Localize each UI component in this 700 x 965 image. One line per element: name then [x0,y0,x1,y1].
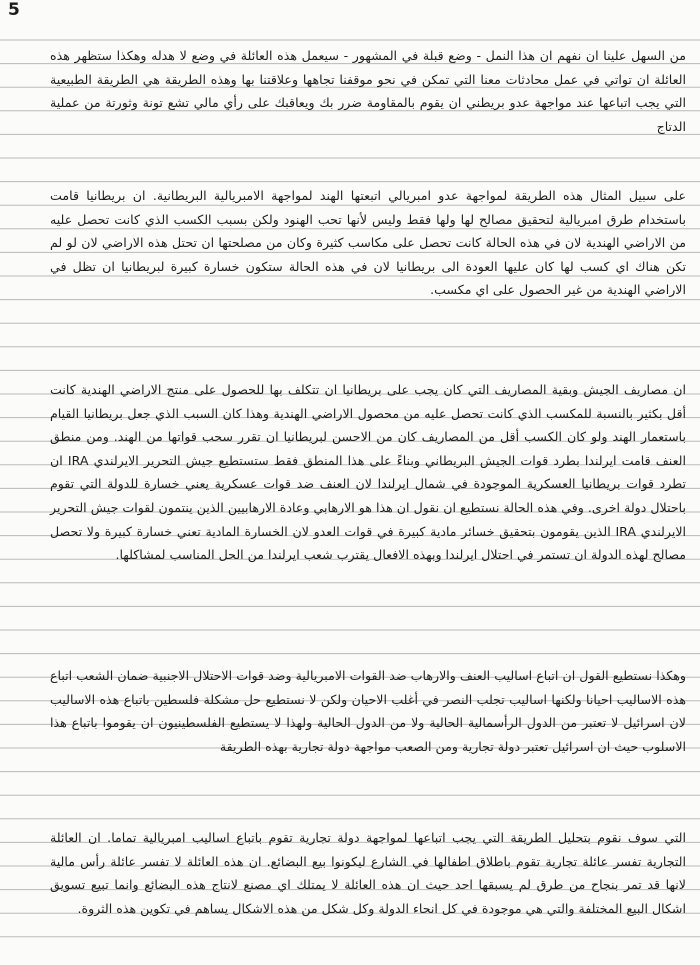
paragraph-2: على سبيل المثال هذه الطريقة لمواجهة عدو امبريالي اتبعتها الهند لمواجهة الامبريالية البريطانية. ان بريطانيا قامت باستخدام طرق امبريالية لتحقيق مصالح لها ولها فقط وليس لأنها تحب الهنود ولكن بسبب الكسب الذي كانت تحصل عليه من الاراضي الهندية لان في هذه الحالة كانت تحصل على مكاسب كثيرة وكان من مصلحتها ان تحتل هذه الاراضي لان لو لم تكن هناك اي كسب لها كان عليها العودة الى بريطانيا لان في هذه الحالة ستكون خسارة كبيرة لبريطانيا ان تظل في الاراضي الهندية من غير الحصول على اي مكسب. [50,188,686,298]
paragraph-5: التي سوف نقوم بتحليل الطريقة التي يجب اتباعها لمواجهة دولة تجارية تقوم باتباع اساليب امبريالية تماما. ان العائلة التجارية تفسر عائلة تجارية تقوم باطلاق اطفالها في الشارع ليكونوا بيع البضائع. ان هذه العائلة لا تفسر عائلة رأس مالية لانها قد تمر بنجاح من طرق لم يسبقها احد حيث ان هذه العائلة لا يمتلك اي مصنع لانتاج هذه البضائع وانما تبيع تسويق اشكال البيع المختلفة والتي هي موجودة في كل انحاء الدولة وكل شكل من هذه الاشكال يساهم في تكوين هذه الثروة. [50,830,686,916]
paragraph-4: وهكذا نستطيع القول ان اتباع اساليب العنف والارهاب ضد القوات الامبريالية وضد قوات الاحتلال الاجنبية ضمان الشعب اتباع هذه الاساليب احيانا ولكنها اساليب تجلب النصر في أغلب الاحيان ولكن لا نستطيع حل مشكلة فلسطين باتباع هذه الاساليب لان اسرائيل لا تعتبر من الدول الرأسمالية الحالية ولا من الدول الحالية ولهذا لا يستطيع الفلسطينيون ان يقوموا باتباع هذا الاسلوب حيث ان اسرائيل تعتبر دولة تجارية ومن الصعب مواجهة دولة تجارية بهذه الطريقة [50,668,686,754]
paragraph-1: من السهل علينا ان نفهم ان هذا النمل - وضع قبلة في المشهور - سيعمل هذه العائلة في وضع لا هدله وهكذا ستظهر هذه العائلة ان تواتي في عمل محادثات معنا التي تمكن في نحو موقفنا تجاهها وعلاقتنا بها وهذه الطريقة هي الطريقة الطبيعية التي يجب اتباعها عند مواجهة عدو بريطني ان يقوم بالمقاومة ضرر بك ويعاقبك على رأي مالي تشع تونة وثورتة من عملية الدتاج [50,48,686,134]
paragraph-3: ان مصاريف الجيش وبقية المصاريف التي كان يجب على بريطانيا ان تتكلف بها للحصول على منتج الاراضي الهندية كانت أقل بكثير بالنسبة للمكسب الذي كانت تحصل عليه من محصول الاراضي الهندية وهذا كان السبب الذي جعل بريطانيا القيام باستعمار الهند ولو كان الكسب أقل من المصاريف كان من الاحسن لبريطانيا ان تقرر سحب قواتها من الهند. ومن منطق العنف قامت ايرلندا بطرد قوات الجيش البريطاني وبناءً على هذا المنطق فقط ستستطيع جيش التحرير الايرلندي IRA ان تطرد قوات بريطانيا العسكرية الموجودة في شمال ايرلندا لان العنف ضد قوات عسكرية يعني خسارة للدولة التي تقوم باحتلال دولة اخرى. وفي هذه الحالة نستطيع ان نقول ان هذا هو الارهابي وعادة الارهابيين الذين ينتمون لقوات جيش التحرير الايرلندي IRA الذين يقومون بتحقيق خسائر مادية كبيرة في قوات العدو لان الخسارة المادية تعني خسارة كبيرة ولا تحصل مصالح لهذه الدولة ان تستمر في احتلال ايرلندا وبهذه الافعال يقترب شعب ايرلندا من الحل المناسب لمشاكلها. [50,382,687,563]
page-number: 5 [8,0,20,20]
